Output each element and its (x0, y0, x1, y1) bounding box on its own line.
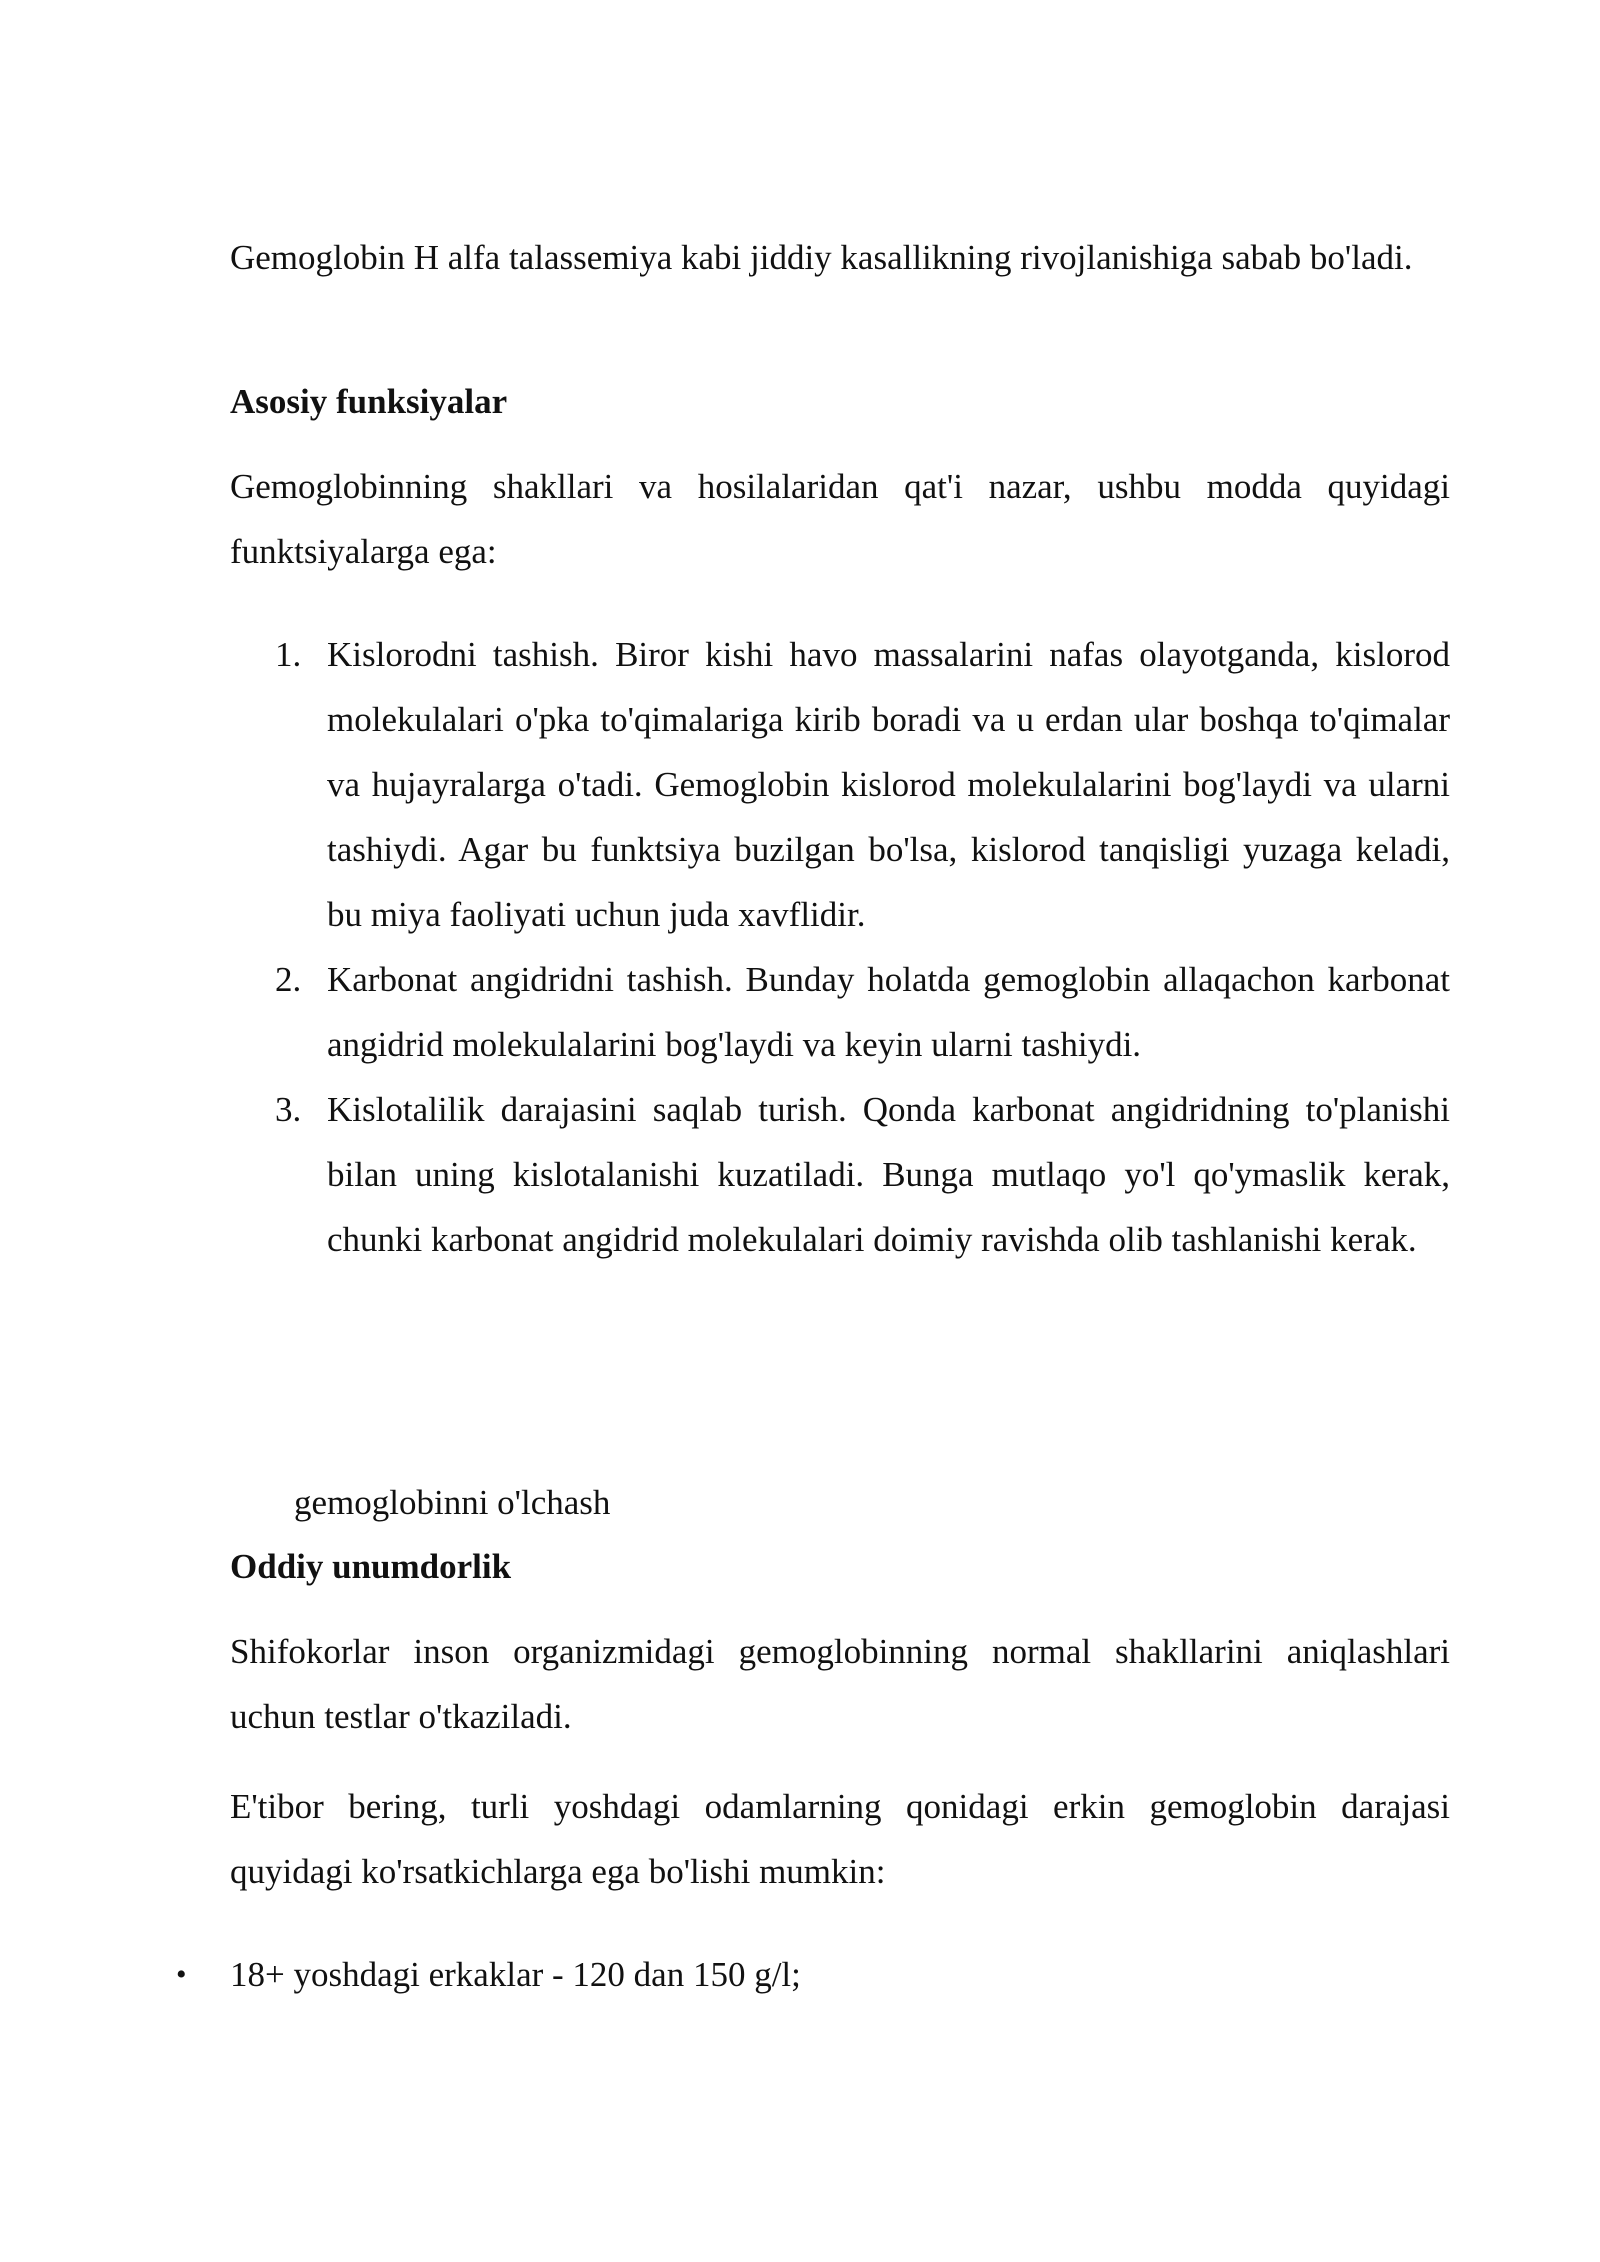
tests-paragraph: Shifokorlar inson organizmidagi gemoglobinning normal shakllarini aniqlashlari uchun testlar o'tkaziladi. (230, 1632, 1450, 1736)
levels-list (0, 1942, 1450, 2007)
list-item-text: 18+ yoshdagi erkaklar - 120 dan 150 g/l; (230, 1955, 801, 1994)
list-item-text: Kislotalilik darajasini saqlab turish. Qonda karbonat angidridning to'planishi bilan uning kislotalanishi kuzatiladi. Bunga mutlaqo yo'l qo'ymaslik kerak, chunki karbonat angidrid molekulalari doimiy ravishda olib tashlanishi kerak. (327, 1090, 1450, 1259)
intro-paragraph: Gemoglobin H alfa talassemiya kabi jiddiy kasallikning rivojlanishiga sabab bo'ladi. (230, 238, 1413, 277)
list-item (0, 1942, 1450, 2007)
list-item-text: Karbonat angidridni tashish. Bunday holatda gemoglobin allaqachon karbonat angidrid molekulalarini bog'laydi va keyin ularni tashiydi. (327, 960, 1450, 1064)
list-item-number: 2. (275, 960, 302, 999)
functions-intro-paragraph: Gemoglobinning shakllari va hosilalaridan qat'i nazar, ushbu modda quyidagi funktsiyalarga ega: (230, 467, 1450, 571)
heading-normal-performance: Oddiy unumdorlik (230, 1547, 512, 1586)
list-item (230, 622, 1450, 947)
image-caption: gemoglobinni o'lchash (294, 1483, 611, 1522)
bullet-icon: • (176, 1958, 187, 1991)
list-item-number: 3. (275, 1090, 302, 1129)
list-item-text: Kislorodni tashish. Biror kishi havo massalarini nafas olayotganda, kislorod molekulalari o'pka to'qimalariga kirib boradi va u erdan ular boshqa to'qimalar va hujayralarga o'tadi. Gemoglobin kislorod molekulalarini bog'laydi va ularni tashiydi. Agar bu funktsiya buzilgan bo'lsa, kislorod tanqisligi yuzaga keladi, bu miya faoliyati uchun juda xavflidir. (327, 635, 1450, 934)
list-item (230, 1077, 1450, 1272)
list-item-number: 1. (275, 635, 302, 674)
list-item (230, 947, 1450, 1077)
heading-main-functions: Asosiy funksiyalar (230, 382, 508, 421)
functions-list (230, 622, 1450, 1272)
levels-intro-paragraph: E'tibor bering, turli yoshdagi odamlarning qonidagi erkin gemoglobin darajasi quyidagi ko'rsatkichlarga ega bo'lishi mumkin: (230, 1787, 1450, 1891)
